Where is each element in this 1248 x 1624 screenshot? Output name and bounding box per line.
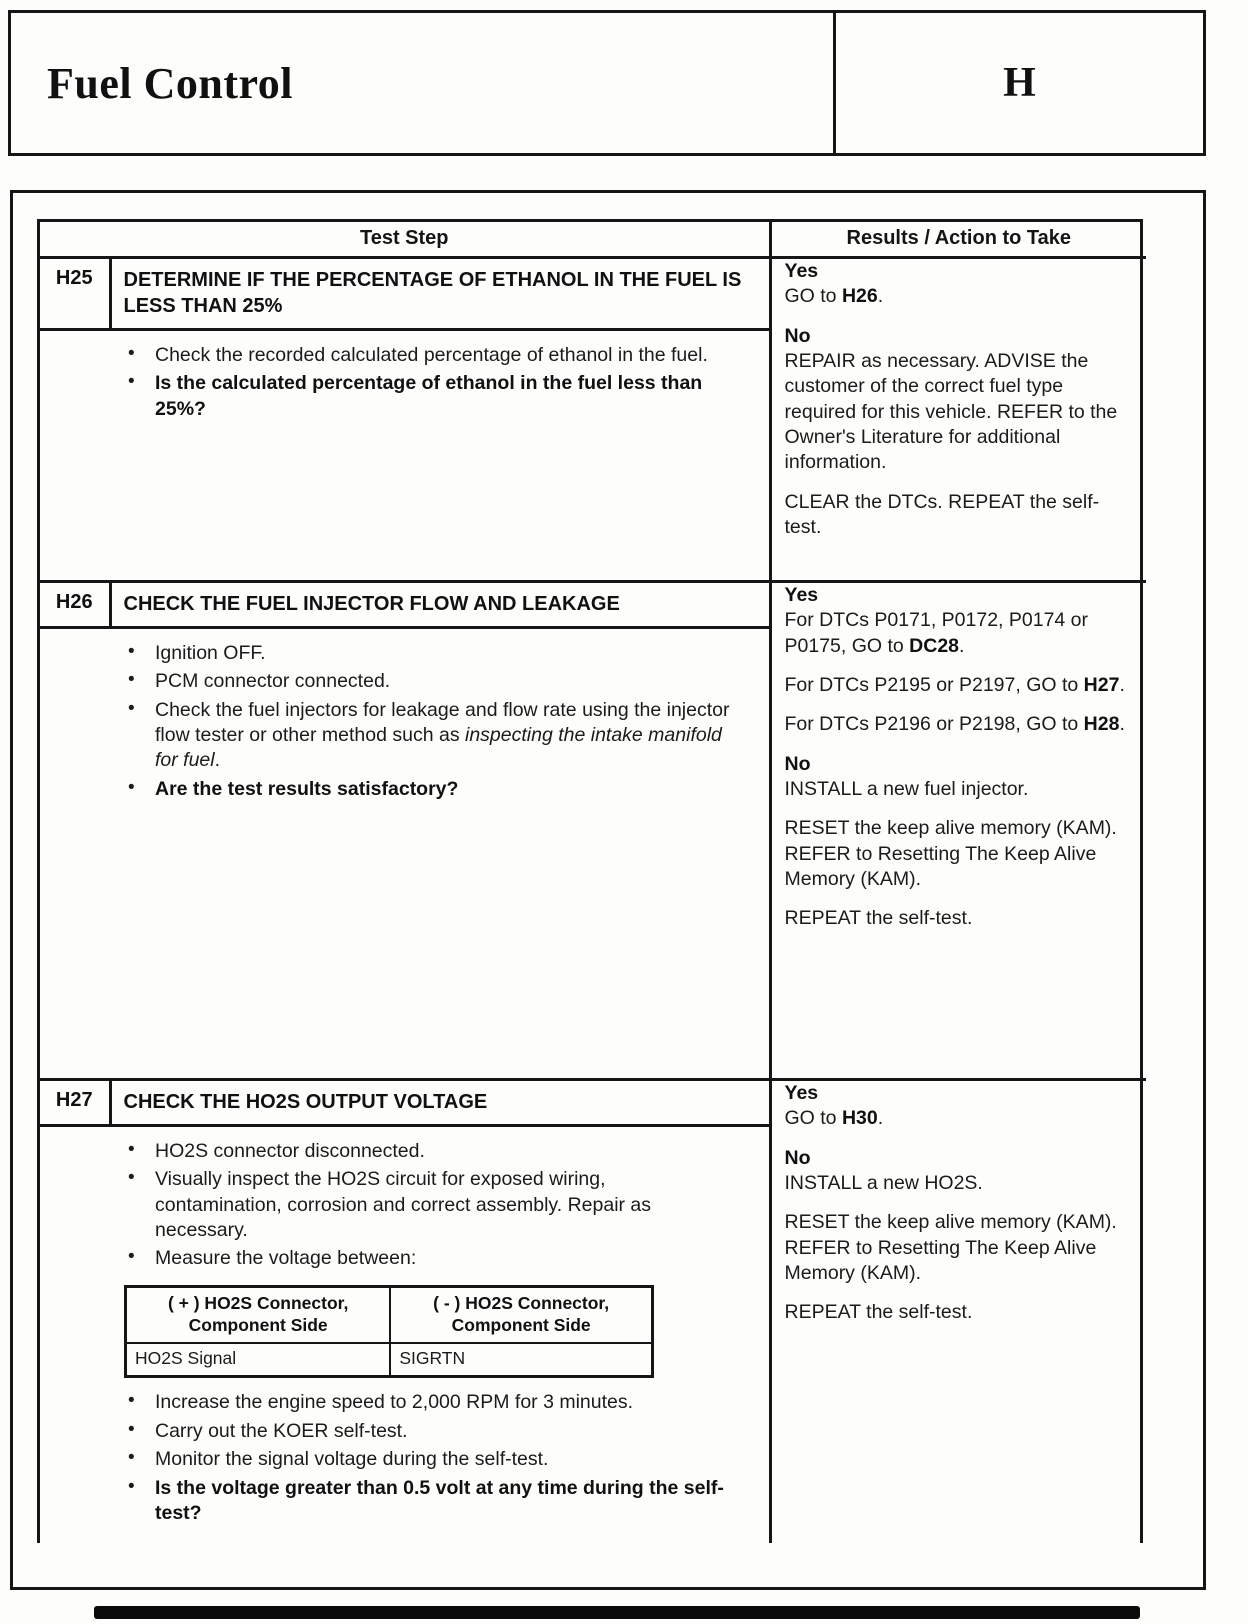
step-item: • Carry out the KOER self-test. bbox=[126, 1419, 733, 1444]
connector-table-row bbox=[126, 1343, 653, 1377]
result-line: For DTCs P2195 or P2197, GO to H27. bbox=[784, 674, 1125, 697]
col-header-results-action: Results / Action to Take bbox=[770, 222, 1146, 258]
scan-artifact-bar bbox=[94, 1606, 1140, 1619]
row-h26-title bbox=[40, 582, 1146, 628]
result-line: No bbox=[784, 324, 811, 347]
result-line: RESET the keep alive memory (KAM). REFER to Resetting The Keep Alive Memory (KAM). bbox=[784, 1211, 1117, 1285]
step-item: • Increase the engine speed to 2,000 RPM for 3 minutes. bbox=[126, 1390, 733, 1415]
step-item: • Are the test results satisfactory? bbox=[126, 777, 733, 802]
pinpoint-test-table-frame bbox=[37, 219, 1143, 1543]
result-line: REPEAT the self-test. bbox=[784, 907, 973, 930]
result-line: GO to H30. bbox=[784, 1107, 884, 1130]
result-line: REPEAT the self-test. bbox=[784, 1301, 973, 1324]
result-line: For DTCs P0171, P0172, P0174 or P0175, GO to DC28. bbox=[784, 609, 1089, 657]
result-line: Yes bbox=[784, 1082, 819, 1104]
connector-col-negative: ( - ) HO2S Connector, Component Side bbox=[390, 1286, 652, 1343]
step-id-h25: H25 bbox=[40, 258, 110, 330]
result-line: INSTALL a new HO2S. bbox=[784, 1172, 983, 1195]
step-id-h27: H27 bbox=[40, 1080, 110, 1126]
result-line: CLEAR the DTCs. REPEAT the self-test. bbox=[784, 490, 1100, 539]
result-line: Yes bbox=[784, 584, 819, 606]
section-letter: H bbox=[1003, 60, 1036, 106]
result-line: Yes bbox=[784, 260, 819, 282]
ho2s-connector-table bbox=[124, 1285, 654, 1379]
result-line: REPAIR as necessary. ADVISE the customer of the correct fuel type required for this vehicle. REFER to the Owner's Literature for additional information. bbox=[784, 350, 1118, 474]
step-item: • Visually inspect the HO2S circuit for exposed wiring, contamination, corrosion and correct assembly. Repair as necessary. bbox=[126, 1167, 733, 1243]
connector-cell-sigrtn: SIGRTN bbox=[390, 1343, 652, 1377]
step-item: • Check the fuel injectors for leakage and flow rate using the injector flow tester or other method such as inspecting the intake manifold for fuel. bbox=[126, 698, 733, 774]
step-title-h27: CHECK THE HO2S OUTPUT VOLTAGE bbox=[110, 1080, 770, 1126]
page-title: Fuel Control bbox=[47, 58, 293, 108]
step-list-h27-after bbox=[40, 1390, 757, 1526]
step-list-h26 bbox=[40, 641, 757, 802]
step-id-h26: H26 bbox=[40, 582, 110, 628]
step-item: • Measure the voltage between: bbox=[126, 1246, 733, 1271]
connector-col-positive: ( + ) HO2S Connector, Component Side bbox=[126, 1286, 391, 1343]
step-item: • Is the voltage greater than 0.5 volt at any time during the self-test? bbox=[126, 1476, 733, 1527]
result-line: No bbox=[784, 1146, 811, 1169]
connector-table-header-row bbox=[126, 1286, 653, 1343]
row-h25-title bbox=[40, 258, 1146, 330]
step-item: • Check the recorded calculated percentage of ethanol in the fuel. bbox=[126, 343, 733, 368]
step-body-h26 bbox=[40, 628, 770, 1080]
result-line: RESET the keep alive memory (KAM). REFER to Resetting The Keep Alive Memory (KAM). bbox=[784, 817, 1117, 891]
page-header bbox=[8, 10, 1206, 156]
results-cell-h26 bbox=[770, 582, 1146, 1080]
step-title-h26: CHECK THE FUEL INJECTOR FLOW AND LEAKAGE bbox=[110, 582, 770, 628]
result-line: For DTCs P2196 or P2198, GO to H28. bbox=[784, 713, 1125, 736]
step-item: • Ignition OFF. bbox=[126, 641, 733, 666]
section-cell bbox=[833, 13, 1203, 153]
pinpoint-test-box bbox=[10, 190, 1206, 1590]
results-cell-h27 bbox=[770, 1080, 1146, 1544]
results-cell-h25 bbox=[770, 258, 1146, 582]
result-line: No bbox=[784, 752, 811, 775]
step-item: • PCM connector connected. bbox=[126, 669, 733, 694]
col-header-test-step: Test Step bbox=[40, 222, 770, 258]
pinpoint-test-table bbox=[40, 222, 1146, 1543]
result-line: INSTALL a new fuel injector. bbox=[784, 778, 1029, 801]
result-line: GO to H26. bbox=[784, 285, 884, 308]
step-list-h27-before bbox=[40, 1139, 757, 1272]
step-item: • HO2S connector disconnected. bbox=[126, 1139, 733, 1164]
page-title-area bbox=[11, 13, 833, 153]
step-list-h25 bbox=[40, 343, 757, 422]
table-header-row bbox=[40, 222, 1146, 258]
connector-cell-signal: HO2S Signal bbox=[126, 1343, 391, 1377]
step-title-h25: DETERMINE IF THE PERCENTAGE OF ETHANOL IN THE FUEL IS LESS THAN 25% bbox=[110, 258, 770, 330]
step-body-h25 bbox=[40, 330, 770, 582]
step-item: • Monitor the signal voltage during the self-test. bbox=[126, 1447, 733, 1472]
step-item: • Is the calculated percentage of ethanol in the fuel less than 25%? bbox=[126, 371, 733, 422]
row-h27-title bbox=[40, 1080, 1146, 1126]
step-body-h27 bbox=[40, 1126, 770, 1544]
